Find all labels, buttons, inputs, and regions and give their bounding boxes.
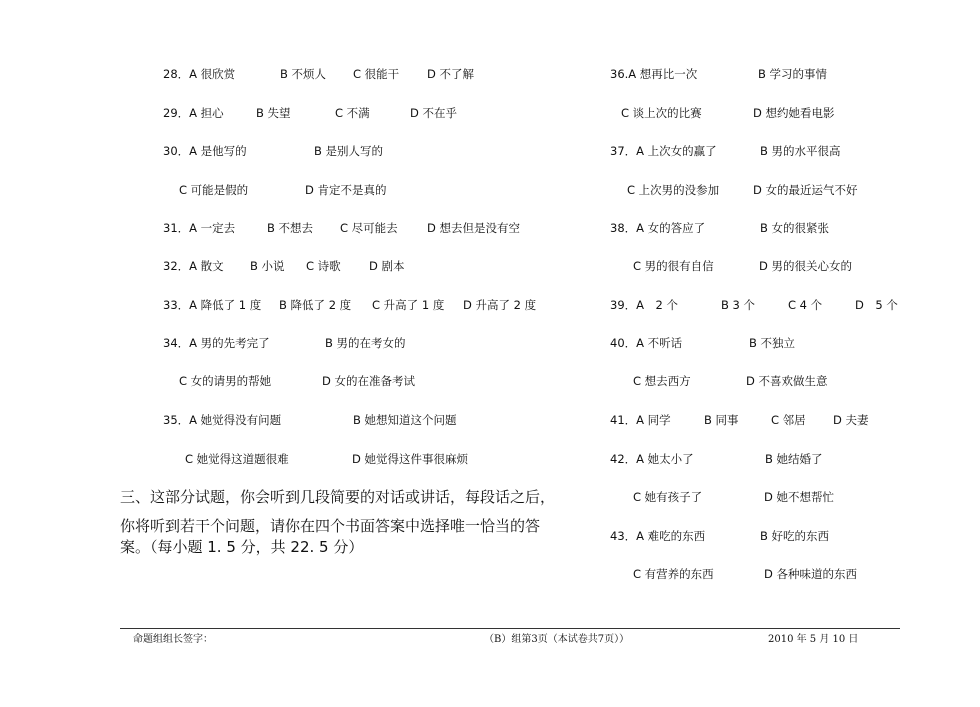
option: C 有营养的东西: [633, 567, 714, 581]
option: 31．A 一定去: [163, 221, 236, 235]
option: B 男的水平很高: [760, 144, 841, 158]
option: C 她有孩子了: [633, 490, 703, 504]
option: D 不了解: [427, 67, 475, 81]
option: B 是别人写的: [314, 144, 384, 158]
footer-signature-label: 命题组组长签字：: [133, 634, 213, 645]
option: C 女的请男的帮她: [179, 374, 272, 388]
option: 39．A 2 个: [610, 298, 678, 312]
option: D 不喜欢做生意: [746, 374, 828, 388]
option: D 她不想帮忙: [764, 490, 835, 504]
option: 36.A 想再比一次: [610, 67, 698, 81]
section-3-line-3: 案。（每小题 1. 5 分，共 22. 5 分）: [120, 538, 364, 556]
option: D 升高了 2 度: [463, 298, 537, 312]
option: B 降低了 2 度: [279, 298, 352, 312]
footer-date: 2010 年 5 月 10 日: [768, 634, 859, 645]
option: D 男的很关心女的: [759, 259, 853, 273]
section-3-line-1: 三、这部分试题，你会听到几段简要的对话或讲话，每段话之后，: [120, 488, 556, 506]
option: D 夫妻: [833, 413, 869, 427]
option: C 升高了 1 度: [372, 298, 445, 312]
option: 40．A 不听话: [610, 336, 683, 350]
option: 42．A 她太小了: [610, 452, 694, 466]
option: B 学习的事情: [758, 67, 828, 81]
option: B 小说: [250, 259, 285, 273]
option: C 诗歌: [306, 259, 341, 273]
option: C 不满: [335, 106, 370, 120]
option: D 不在乎: [410, 106, 458, 120]
option: C 尽可能去: [340, 221, 398, 235]
option: C 谈上次的比赛: [621, 106, 702, 120]
option: D 女的最近运气不好: [753, 183, 858, 197]
option: D 各种味道的东西: [764, 567, 858, 581]
option: B 女的很紧张: [760, 221, 830, 235]
option: 34．A 男的先考完了: [163, 336, 270, 350]
option: D 想去但是没有空: [427, 221, 521, 235]
option: 38．A 女的答应了: [610, 221, 706, 235]
option: C 男的很有自信: [633, 259, 714, 273]
section-3-line-2: 你将听到若干个问题，请你在四个书面答案中选择唯一恰当的答: [120, 517, 541, 535]
option: D 想约她看电影: [753, 106, 835, 120]
option: D 5 个: [855, 298, 898, 312]
option: 41．A 同学: [610, 413, 671, 427]
option: 37．A 上次女的赢了: [610, 144, 717, 158]
option: B 同事: [704, 413, 739, 427]
option: 30．A 是他写的: [163, 144, 247, 158]
option: B 她想知道这个问题: [353, 413, 457, 427]
option: 35．A 她觉得没有问题: [163, 413, 282, 427]
option: 29．A 担心: [163, 106, 224, 120]
option: B 3 个: [721, 298, 756, 312]
option: D 剧本: [369, 259, 405, 273]
option: B 男的在考女的: [325, 336, 406, 350]
footer-divider: [120, 628, 900, 629]
option: B 失望: [256, 106, 291, 120]
option: 28．A 很欣赏: [163, 67, 236, 81]
option: C 上次男的没参加: [627, 183, 720, 197]
option: 43．A 难吃的东西: [610, 529, 706, 543]
option: C 邻居: [771, 413, 806, 427]
option: C 可能是假的: [179, 183, 249, 197]
option: B 好吃的东西: [760, 529, 830, 543]
option: C 想去西方: [633, 374, 691, 388]
option: B 不烦人: [280, 67, 327, 81]
option: D 肯定不是真的: [305, 183, 387, 197]
option: D 女的在准备考试: [322, 374, 416, 388]
footer-page-info: （B）组第3页（本试卷共7页））: [484, 634, 630, 645]
option: B 她结婚了: [765, 452, 823, 466]
option: C 很能干: [353, 67, 400, 81]
option: B 不独立: [749, 336, 796, 350]
option: D 她觉得这件事很麻烦: [352, 452, 469, 466]
option: B 不想去: [267, 221, 314, 235]
option: 32．A 散文: [163, 259, 224, 273]
option: C 4 个: [788, 298, 823, 312]
option: 33．A 降低了 1 度: [163, 298, 262, 312]
option: C 她觉得这道题很难: [185, 452, 289, 466]
